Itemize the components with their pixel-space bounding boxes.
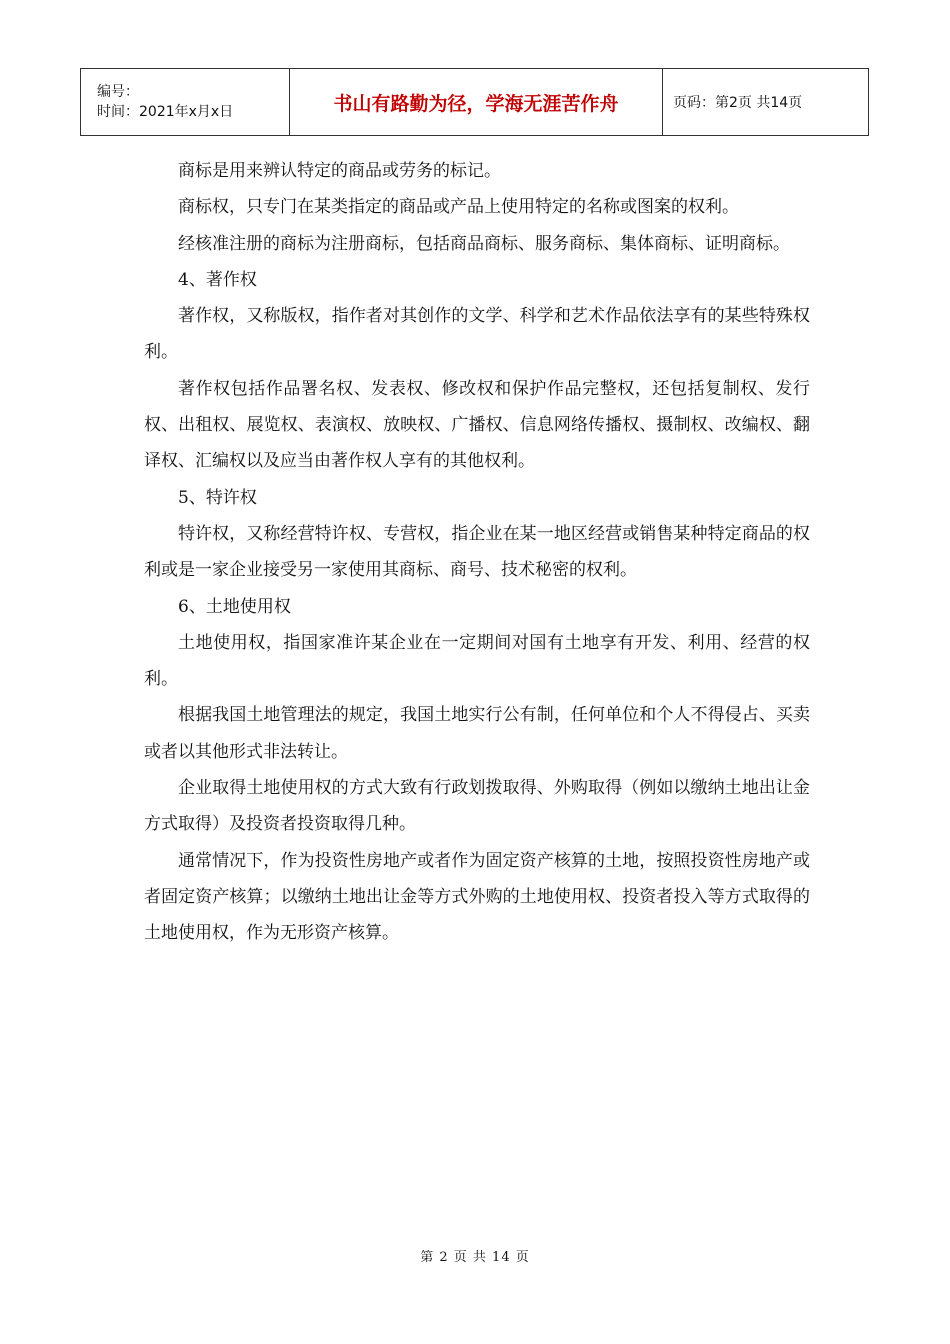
- paragraph: 企业取得土地使用权的方式大致有行政划拨取得、外购取得（例如以缴纳土地出让金方式取得）及投资者投资取得几种。: [144, 778, 810, 835]
- section-heading: 6、土地使用权: [178, 596, 291, 617]
- paragraph: 著作权包括作品署名权、发表权、修改权和保护作品完整权，还包括复制权、发行权、出租权、展览权、表演权、放映权、广播权、信息网络传播权、摄制权、改编权、翻译权、汇编权以及应当由著作权人享有的其他权利。: [144, 378, 810, 472]
- paragraph: 商标是用来辨认特定的商品或劳务的标记。: [178, 161, 501, 181]
- header-page-info: 页码：第2页 共14页: [663, 69, 869, 136]
- header-motto: 书山有路勤为径，学海无涯苦作舟: [290, 69, 663, 136]
- section-heading: 5、特许权: [178, 487, 257, 508]
- document-number-label: 编号：: [97, 84, 139, 100]
- paragraph: 根据我国土地管理法的规定，我国土地实行公有制，任何单位和个人不得侵占、买卖或者以其他形式非法转让。: [144, 705, 810, 762]
- section-heading: 4、著作权: [178, 269, 257, 290]
- document-date: 时间：2021年x月x日: [97, 104, 234, 120]
- page-footer: 第 2 页 共 14 页: [420, 1250, 530, 1265]
- paragraph: 著作权，又称版权，指作者对其创作的文学、科学和艺术作品依法享有的某些特殊权利。: [144, 306, 810, 363]
- document-body: [144, 153, 810, 952]
- paragraph: 通常情况下，作为投资性房地产或者作为固定资产核算的土地，按照投资性房地产或者固定资产核算；以缴纳土地出让金等方式外购的土地使用权、投资者投入等方式取得的土地使用权，作为无形资产核算。: [144, 850, 810, 944]
- paragraph: 土地使用权，指国家准许某企业在一定期间对国有土地享有开发、利用、经营的权利。: [144, 632, 810, 690]
- header-meta: [81, 69, 290, 136]
- paragraph: 经核准注册的商标为注册商标，包括商品商标、服务商标、集体商标、证明商标。: [178, 233, 790, 254]
- paragraph: 商标权，只专门在某类指定的商品或产品上使用特定的名称或图案的权利。: [178, 197, 739, 218]
- paragraph: 特许权，又称经营特许权、专营权，指企业在某一地区经营或销售某种特定商品的权利或是一家企业接受另一家使用其商标、商号、技术秘密的权利。: [144, 523, 810, 581]
- page-header: [80, 68, 869, 136]
